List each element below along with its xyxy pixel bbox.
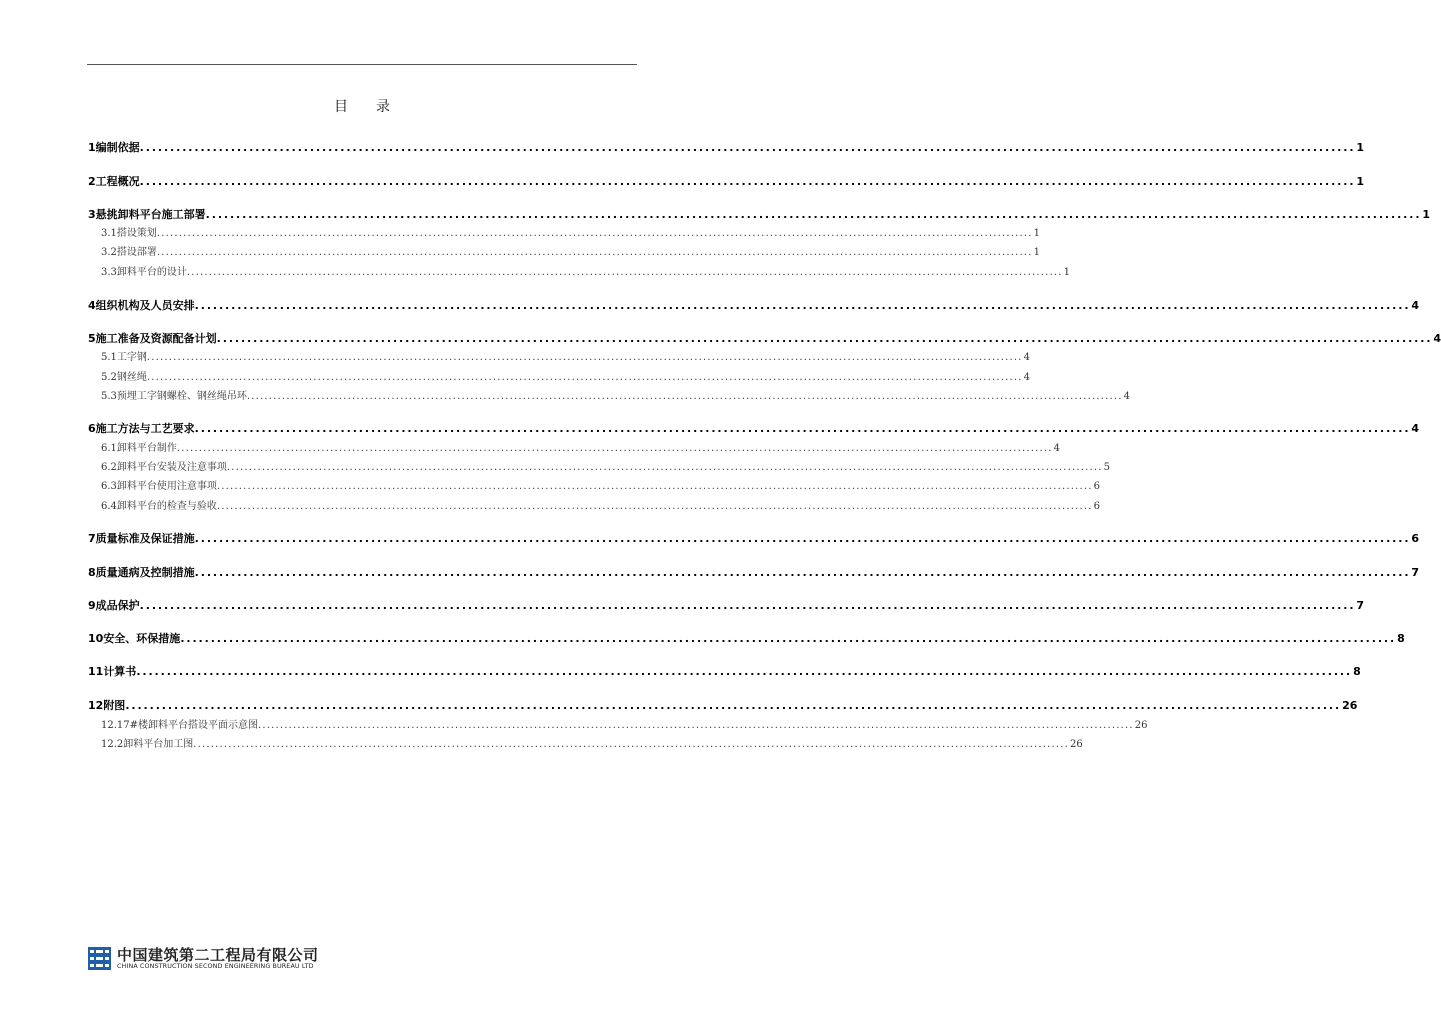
toc-entry-title: 编制依据 — [95, 141, 140, 154]
toc-entry[interactable] — [88, 564, 1420, 579]
toc-entry-number: 6.2 — [101, 462, 117, 473]
toc-entry-number: 5.2 — [101, 372, 117, 383]
toc-entry-number: 12.1 — [101, 720, 124, 731]
toc-entry-title: 施工方法与工艺要求 — [95, 422, 195, 435]
toc-entry[interactable] — [101, 368, 1031, 383]
toc-entry-number: 1 — [88, 141, 96, 154]
toc-leader-dots: ........................................................................................................................................................................................................ — [226, 462, 1103, 473]
toc-leader-dots: ........................................................................................................................................................................................................ — [194, 299, 1411, 312]
toc-entry-number: 8 — [88, 566, 96, 579]
toc-entry-page: 26 — [1070, 739, 1083, 750]
toc-entry-title: 成品保护 — [95, 599, 140, 612]
toc-leader-dots: ........................................................................................................................................................................................................ — [186, 267, 1063, 278]
toc-entry-page: 7 — [1356, 599, 1365, 612]
toc-leader-dots: ........................................................................................................................................................................................................ — [193, 739, 1070, 750]
toc-entry-title: 计算书 — [103, 665, 137, 678]
toc-entry-title: 预埋工字钢螺栓、钢丝绳吊环 — [116, 391, 247, 402]
toc-entry-number: 6.3 — [101, 481, 117, 492]
toc-leader-dots: ........................................................................................................................................................................................................ — [246, 391, 1123, 402]
toc-entry-page: 4 — [1023, 352, 1031, 363]
toc-leader-dots: ........................................................................................................................................................................................................ — [194, 566, 1411, 579]
toc-entry-page: 1 — [1356, 175, 1365, 188]
toc-leader-dots: ........................................................................................................................................................................................................ — [125, 699, 1342, 712]
toc-entry[interactable] — [101, 387, 1131, 402]
toc-entry[interactable] — [88, 297, 1420, 312]
toc-entry[interactable] — [88, 663, 1361, 678]
toc-leader-dots: ........................................................................................................................................................................................................ — [258, 720, 1134, 731]
toc-leader-dots: ........................................................................................................................................................................................................ — [205, 208, 1422, 221]
toc-entry-number: 2 — [88, 175, 96, 188]
toc-leader-dots: ........................................................................................................................................................................................................ — [216, 481, 1093, 492]
toc-leader-dots: ........................................................................................................................................................................................................ — [146, 352, 1023, 363]
toc-leader-dots: ........................................................................................................................................................................................................ — [156, 247, 1033, 258]
toc-entry-title: 卸料平台加工图 — [123, 739, 194, 750]
toc-entry-title: 卸料平台制作 — [116, 443, 177, 454]
toc-entry-title: 质量通病及控制措施 — [95, 566, 195, 579]
toc-entry-page: 26 — [1342, 699, 1358, 712]
toc-entry-number: 3.1 — [101, 228, 117, 239]
toc-entry[interactable] — [101, 497, 1101, 512]
toc-entry[interactable] — [101, 224, 1041, 239]
toc-entry-title: 施工准备及资源配备计划 — [95, 332, 217, 345]
toc-entry-page: 1 — [1033, 247, 1041, 258]
toc-entry-title: 工字钢 — [116, 352, 147, 363]
toc-entry-title: 卸料平台的检查与验收 — [116, 501, 217, 512]
toc-entry[interactable] — [88, 597, 1365, 612]
toc-entry-title: 7#楼卸料平台搭设平面示意图 — [123, 720, 259, 731]
toc-leader-dots: ........................................................................................................................................................................................................ — [139, 599, 1356, 612]
toc-entry-number: 12.2 — [101, 739, 124, 750]
toc-entry-number: 12 — [88, 699, 104, 712]
toc-entry-page: 4 — [1023, 372, 1031, 383]
toc-leader-dots: ........................................................................................................................................................................................................ — [194, 532, 1411, 545]
toc-entry[interactable] — [101, 735, 1083, 750]
toc-entry-page: 26 — [1134, 720, 1148, 731]
cscec-logo-icon — [88, 947, 111, 970]
toc-entry[interactable] — [88, 697, 1358, 712]
toc-entry[interactable] — [88, 630, 1405, 645]
toc-entry-title: 工程概况 — [95, 175, 140, 188]
company-name-cn: 中国建筑第二工程局有限公司 — [117, 946, 319, 964]
toc-entry-number: 11 — [88, 665, 104, 678]
toc-entry-title: 悬挑卸料平台施工部署 — [95, 208, 206, 221]
toc-entry-number: 10 — [88, 632, 104, 645]
toc-leader-dots: ........................................................................................................................................................................................................ — [216, 332, 1433, 345]
toc-leader-dots: ........................................................................................................................................................................................................ — [139, 175, 1356, 188]
toc-entry[interactable] — [88, 206, 1431, 221]
toc-entry-page: 6 — [1093, 481, 1101, 492]
toc-entry-page: 4 — [1411, 422, 1420, 435]
toc-entry-page: 1 — [1033, 228, 1041, 239]
toc-entry-title: 卸料平台安装及注意事项 — [116, 462, 227, 473]
toc-entry[interactable] — [88, 530, 1420, 545]
toc-entry[interactable] — [101, 243, 1041, 258]
toc-entry[interactable] — [101, 439, 1061, 454]
toc-leader-dots: ........................................................................................................................................................................................................ — [216, 501, 1093, 512]
toc-entry-number: 9 — [88, 599, 96, 612]
toc-entry-number: 5.1 — [101, 352, 117, 363]
toc-entry-page: 7 — [1411, 566, 1420, 579]
toc-entry-title: 质量标准及保证措施 — [95, 532, 195, 545]
toc-entry-page: 1 — [1063, 267, 1071, 278]
toc-entry-number: 5 — [88, 332, 96, 345]
toc-entry[interactable] — [101, 477, 1101, 492]
toc-entry-number: 4 — [88, 299, 96, 312]
toc-entry[interactable] — [101, 458, 1111, 473]
toc-entry-page: 8 — [1397, 632, 1405, 645]
toc-entry-page: 4 — [1053, 443, 1061, 454]
toc-leader-dots: ........................................................................................................................................................................................................ — [176, 443, 1053, 454]
toc-entry-page: 6 — [1411, 532, 1420, 545]
toc-entry[interactable] — [101, 716, 1148, 731]
toc-entry-page: 5 — [1103, 462, 1111, 473]
company-name-en: CHINA CONSTRUCTION SECOND ENGINEERING BUREAU LTD — [117, 962, 314, 970]
toc-entry-page: 1 — [1422, 208, 1431, 221]
toc-entry-title: 搭设部署 — [116, 247, 157, 258]
toc-leader-dots: ........................................................................................................................................................................................................ — [146, 372, 1023, 383]
toc-entry-page: 4 — [1433, 332, 1441, 345]
toc-entry[interactable] — [101, 263, 1071, 278]
toc-entry[interactable] — [88, 330, 1441, 345]
toc-entry-number: 6 — [88, 422, 96, 435]
toc-entry[interactable] — [88, 173, 1365, 188]
toc-entry-title: 卸料平台使用注意事项 — [116, 481, 217, 492]
page-title: 目 录 — [334, 99, 390, 115]
toc-entry-title: 钢丝绳 — [116, 372, 147, 383]
toc-entry-page: 8 — [1353, 665, 1361, 678]
toc-entry[interactable] — [101, 348, 1031, 363]
toc-entry-page: 4 — [1411, 299, 1420, 312]
toc-leader-dots: ........................................................................................................................................................................................................ — [194, 422, 1411, 435]
toc-entry-number: 3 — [88, 208, 96, 221]
toc-leader-dots: ........................................................................................................................................................................................................ — [156, 228, 1033, 239]
toc-entry-page: 4 — [1123, 391, 1131, 402]
toc-entry-number: 6.4 — [101, 501, 117, 512]
toc-entry-number: 6.1 — [101, 443, 117, 454]
toc-entry-number: 7 — [88, 532, 96, 545]
toc-entry-number: 3.2 — [101, 247, 117, 258]
toc-entry[interactable] — [88, 420, 1420, 435]
toc-entry-title: 卸料平台的设计 — [116, 267, 187, 278]
toc-entry-title: 安全、环保措施 — [103, 632, 181, 645]
toc-leader-dots: ........................................................................................................................................................................................................ — [139, 141, 1356, 154]
toc-entry-number: 3.3 — [101, 267, 117, 278]
toc-entry[interactable] — [88, 139, 1365, 154]
toc-entry-title: 组织机构及人员安排 — [95, 299, 195, 312]
toc-entry-page: 1 — [1356, 141, 1365, 154]
toc-entry-title: 搭设策划 — [116, 228, 157, 239]
toc-leader-dots: ........................................................................................................................................................................................................ — [136, 665, 1353, 678]
toc-entry-page: 6 — [1093, 501, 1101, 512]
toc-leader-dots: ........................................................................................................................................................................................................ — [180, 632, 1397, 645]
toc-entry-number: 5.3 — [101, 391, 117, 402]
toc-entry-title: 附图 — [103, 699, 126, 712]
